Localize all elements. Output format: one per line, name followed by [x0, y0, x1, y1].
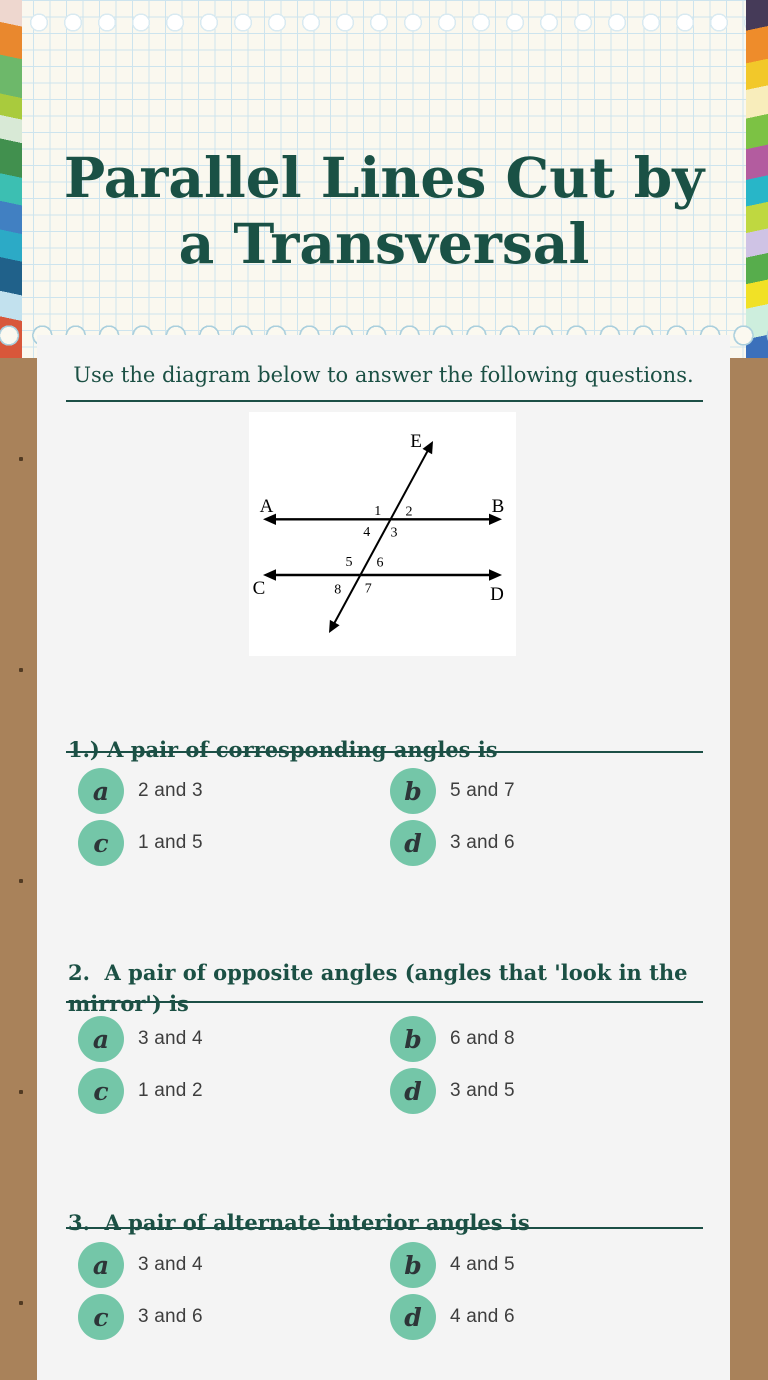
option-letter-bubble[interactable]: c	[78, 1294, 124, 1340]
question-3-option-d[interactable]	[390, 1294, 701, 1340]
option-letter-bubble[interactable]: d	[390, 1068, 436, 1114]
angle-label-8: 8	[334, 582, 342, 598]
option-label: 2 and 3	[138, 780, 203, 801]
page-title	[0, 145, 768, 277]
question-2-heading: 2. A pair of opposite angles (angles that 'look in the mirror') is	[68, 960, 695, 1017]
option-label: 3 and 4	[138, 1028, 203, 1049]
option-label: 1 and 5	[138, 832, 203, 853]
option-letter-bubble[interactable]: d	[390, 820, 436, 866]
section-divider	[66, 400, 703, 402]
option-label: 6 and 8	[450, 1028, 515, 1049]
question-2-option-a[interactable]	[78, 1016, 390, 1062]
option-letter-bubble[interactable]: d	[390, 1294, 436, 1340]
option-label: 5 and 7	[450, 780, 515, 801]
question-2-option-b[interactable]	[390, 1016, 701, 1062]
option-letter-bubble[interactable]: b	[390, 1242, 436, 1288]
point-label-e: E	[410, 431, 422, 452]
question-2-option-d[interactable]	[390, 1068, 701, 1114]
angle-label-7: 7	[364, 581, 372, 597]
question-1-heading: 1.) A pair of corresponding angles is	[68, 737, 498, 763]
point-label-a: A	[259, 496, 274, 517]
header-banner	[0, 0, 768, 358]
option-letter-bubble[interactable]: a	[78, 768, 124, 814]
question-1-divider	[66, 751, 703, 753]
question-1-option-b[interactable]	[390, 768, 701, 814]
worksheet-card	[37, 335, 730, 1380]
option-label: 3 and 6	[450, 832, 515, 853]
option-letter-bubble[interactable]: b	[390, 768, 436, 814]
option-label: 3 and 5	[450, 1080, 515, 1101]
angle-label-4: 4	[363, 525, 371, 540]
angle-label-3: 3	[390, 525, 398, 541]
notebook-holes-top-row	[22, 12, 746, 33]
option-label: 1 and 2	[138, 1080, 203, 1101]
angle-label-5: 5	[345, 555, 353, 570]
point-label-d: D	[490, 584, 504, 605]
option-letter-bubble[interactable]: c	[78, 1068, 124, 1114]
question-2-divider	[66, 1001, 703, 1003]
angle-label-6: 6	[376, 555, 384, 571]
option-letter-bubble[interactable]: c	[78, 820, 124, 866]
question-1-option-a[interactable]	[78, 768, 390, 814]
option-letter-bubble[interactable]: b	[390, 1016, 436, 1062]
question-3-option-b[interactable]	[390, 1242, 701, 1288]
question-3-heading: 3. A pair of alternate interior angles is	[68, 1210, 530, 1236]
angle-label-2: 2	[405, 504, 413, 520]
option-label: 4 and 6	[450, 1306, 515, 1327]
question-2-option-c[interactable]	[78, 1068, 390, 1114]
question-1-options	[78, 768, 701, 866]
instruction-text: Use the diagram below to answer the following questions.	[73, 363, 694, 387]
angle-label-1: 1	[374, 504, 382, 519]
option-letter-bubble[interactable]: a	[78, 1242, 124, 1288]
page-title-line1: Parallel Lines Cut by	[63, 144, 705, 210]
question-3-divider	[66, 1227, 703, 1229]
option-label: 3 and 6	[138, 1306, 203, 1327]
question-3-option-a[interactable]	[78, 1242, 390, 1288]
question-2-options	[78, 1016, 701, 1114]
question-3-options	[78, 1242, 701, 1340]
page-title-line2: a Transversal	[178, 210, 590, 276]
option-label: 4 and 5	[450, 1254, 515, 1275]
transversal-diagram	[249, 412, 516, 656]
option-label: 3 and 4	[138, 1254, 203, 1275]
point-label-c: C	[252, 578, 266, 599]
point-label-b: B	[491, 496, 505, 517]
question-3-option-c[interactable]	[78, 1294, 390, 1340]
question-1-option-d[interactable]	[390, 820, 701, 866]
question-1-option-c[interactable]	[78, 820, 390, 866]
option-letter-bubble[interactable]: a	[78, 1016, 124, 1062]
